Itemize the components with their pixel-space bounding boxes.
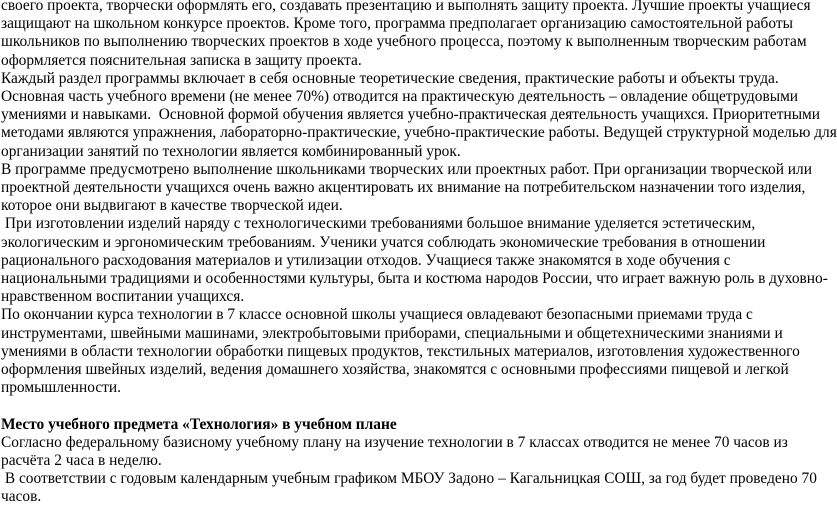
text-line: умениями в области технологии обработки пищевых продуктов, текстильных материалов, изготовления художественного — [1, 342, 800, 360]
text-line: методами являются упражнения, лабораторно-практические, учебно-практические работы. Ведущей структурной моделью для — [1, 124, 837, 142]
text-line: оформляется пояснительная записка в защиту проекта. — [1, 51, 362, 69]
text-line: Основная часть учебного времени (не менее 70%) отводится на практическую деятельность – овладение общетрудовыми — [1, 88, 799, 106]
text-line: защищают на школьном конкурсе проектов. Кроме того, программа предполагает организацию самостоятельной работы — [1, 15, 793, 33]
text-line: нравственном воспитании учащихся. — [1, 288, 245, 306]
text-line: расчёта 2 часа в неделю. — [1, 452, 162, 470]
document-body — [1, 0, 837, 507]
text-line: школьников по выполнению творческих проектов в ходе учебного процесса, поэтому к выполненным творческим работам — [1, 33, 807, 51]
text-line: По окончании курса технологии в 7 классе основной школы учащиеся овладевают безопасными приемами труда с — [1, 306, 753, 324]
text-line: Каждый раздел программы включает в себя основные теоретические сведения, практические работы и объекты труда. — [1, 69, 779, 87]
text-line: В программе предусмотрено выполнение школьниками творческих или проектных работ. При организации творческой или — [1, 160, 812, 178]
blank-line — [1, 397, 813, 415]
paragraph-curriculum-hours — [1, 434, 813, 470]
section-heading-text: Место учебного предмета «Технология» в учебном плане — [1, 415, 397, 433]
text-line: оформления швейных изделий, ведения домашнего хозяйства, знакомятся с основными профессиями пищевой и легкой — [1, 361, 789, 379]
paragraph-school-schedule — [1, 470, 817, 506]
text-line: Согласно федеральному базисному учебному плану на изучение технологии в 7 классах отводится не менее 70 часов из — [1, 433, 788, 451]
paragraph-project-work — [1, 0, 813, 70]
text-line: часов. — [1, 488, 42, 506]
text-line: которое они выдвигают в качестве творческой идеи. — [1, 197, 343, 215]
text-line: При изготовлении изделий наряду с технологическими требованиями большое внимание уделяется эстетическим, — [1, 215, 756, 233]
paragraph-program-sections — [1, 69, 837, 161]
paragraph-course-results — [1, 306, 813, 397]
text-line: организации занятий по технологии является комбинированный урок. — [1, 142, 461, 160]
text-line: рационального расходования материалов и утилизации отходов. Учащиеся также знакомятся в ходе обучения с — [1, 251, 731, 269]
paragraph-requirements — [1, 215, 828, 306]
text-line: инструментами, швейными машинами, электробытовыми приборами, специальными и общетехническими знаниями и — [1, 324, 783, 342]
section-heading — [1, 416, 813, 434]
text-line: экологическим и эргономическим требованиям. Ученики учатся соблюдать экономические требования в отношении — [1, 233, 766, 251]
text-line: проектной деятельности учащихся очень важно акцентировать их внимание на потребительском назначении того изделия, — [1, 179, 806, 197]
text-line: своего проекта, творчески оформлять его, создавать презентацию и выполнять защиту проекта. Лучшие проекты учащиеся — [1, 0, 811, 14]
paragraph-creative-projects — [1, 161, 813, 216]
text-line: промышленности. — [1, 379, 121, 397]
text-line: умениями и навыками. Основной формой обучения является учебно-практическая деятельность учащихся. Приоритетными — [1, 106, 821, 124]
text-line: национальными традициями и особенностями культуры, быта и костюма народов России, что играет важную роль в духовно- — [1, 270, 828, 288]
text-line: В соответствии с годовым календарным учебным графиком МБОУ Задоно – Кагальницкая СОШ, за год будет проведено 70 — [1, 470, 817, 488]
